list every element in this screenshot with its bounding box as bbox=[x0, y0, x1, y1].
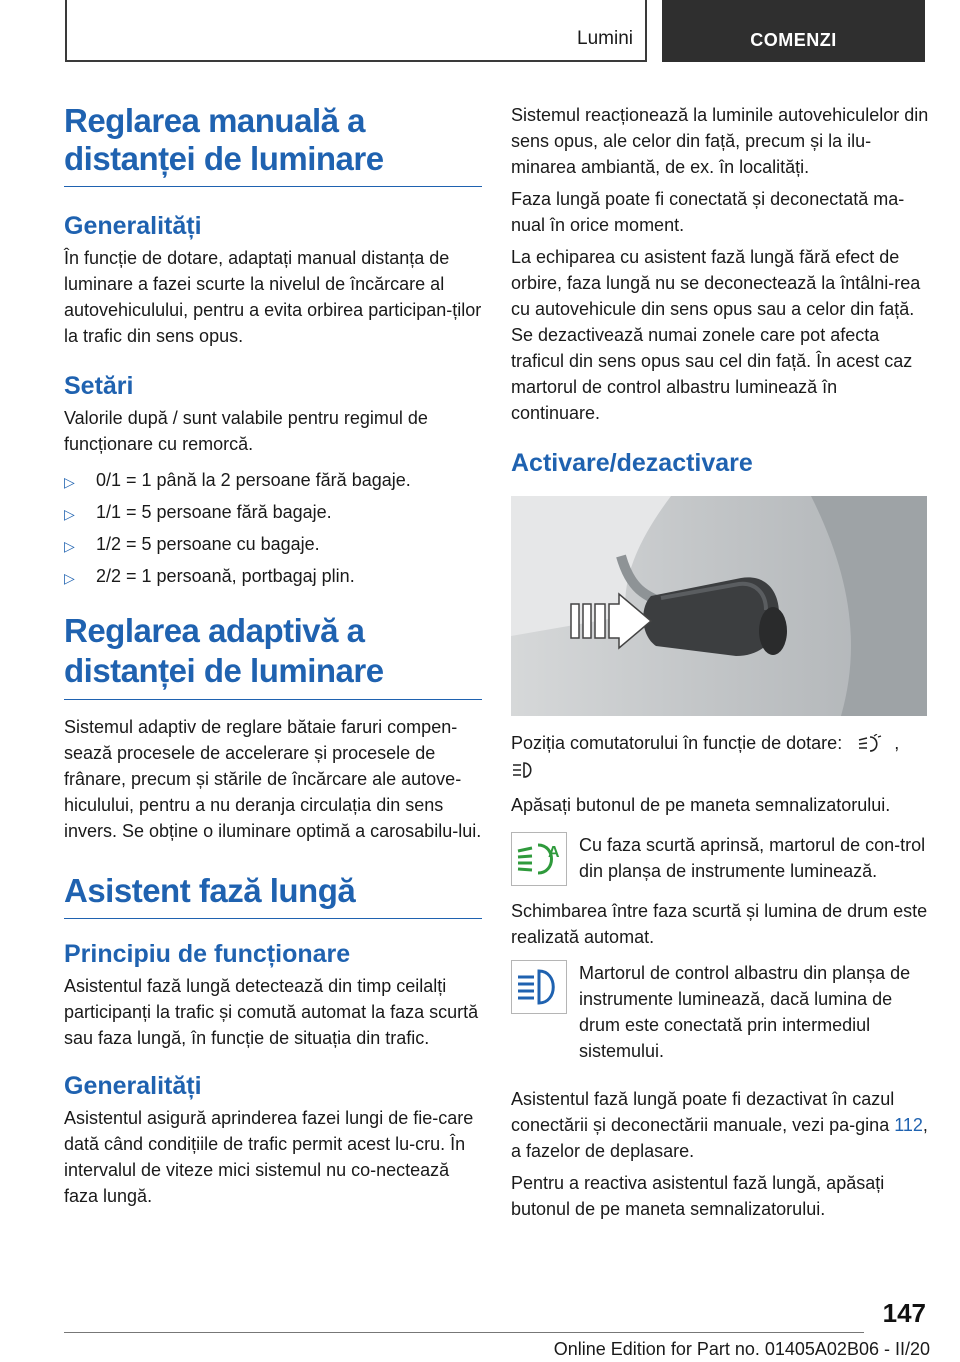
text-principle: Asistentul fază lungă detectează din timp ceilalți participanți la trafic și comută automat la faza scurtă sau faza lungă, în funcție de situația din trafic. bbox=[64, 976, 479, 1048]
text-general-2: Asistentul asigură aprinderea fazei lungi de fie‐care dată când condițiile de trafic permit acest lu‐cru. În intervalul de viteze mici sistemul nu co‐nectează faza lungă. bbox=[64, 1108, 474, 1206]
page-header bbox=[65, 0, 925, 64]
indicator-blue-row bbox=[511, 960, 929, 1064]
heading-settings: Setări bbox=[64, 372, 134, 400]
header-section-title: Lumini bbox=[577, 28, 633, 49]
heading-adaptive-range: Reglarea adaptivă a distanței de luminare bbox=[64, 612, 384, 689]
text-deactivate: Asistentul fază lungă poate fi dezactivat în cazul conectării și deconectării manuale, vezi pa‐gina 112, a fazelor de deplasare. bbox=[511, 1089, 928, 1161]
triangle-bullet-icon: ▷ bbox=[64, 570, 75, 586]
turn-signal-lever-photo bbox=[511, 496, 927, 716]
heading-rule bbox=[64, 186, 482, 187]
heading-activate: Activare/dezactivare bbox=[511, 449, 753, 477]
heading-general-1: Generalități bbox=[64, 212, 202, 240]
triangle-bullet-icon: ▷ bbox=[64, 474, 75, 490]
text-general-1: În funcție de dotare, adaptați manual distanța de luminare a fazei scurte la nivelul de încărcare al autovehiculului, pentru a evita orbirea participan‐ților la trafic din sens opus. bbox=[64, 248, 482, 346]
text-reacts: Sistemul reacționează la luminile autovehiculelor din sens opus, ale celor din față, precum și la ilu‐minarea ambiantă, de ex. în localități. bbox=[511, 105, 929, 177]
text-blue-indicator: Martorul de control albastru din planșa de instrumente luminează, dacă lumina de drum este conectată prin intermediul sistemului. bbox=[579, 963, 911, 1061]
green-assistant-indicator-icon bbox=[512, 833, 566, 885]
header-chapter-title: COMENZI bbox=[750, 30, 837, 50]
text-manual-switch: Faza lungă poate fi conectată și deconectată ma‐nual în orice moment. bbox=[511, 189, 905, 235]
high-beam-assistant-icon bbox=[855, 734, 883, 754]
heading-rule bbox=[64, 699, 482, 700]
text-press-button: Apăsați butonul de pe maneta semnalizatorului. bbox=[511, 795, 891, 815]
right-column bbox=[511, 102, 929, 1222]
left-column bbox=[64, 102, 482, 1209]
text-green-indicator: Cu faza scurtă aprinsă, martorul de con‐trol din planșa de instrumente luminează. bbox=[579, 835, 926, 881]
text-settings: Valorile după / sunt valabile pentru regimul de funcționare cu remorcă. bbox=[64, 408, 428, 454]
heading-rule bbox=[64, 918, 482, 919]
list-item: ▷ 1/2 = 5 persoane cu bagaje. bbox=[64, 531, 482, 557]
footer-rule bbox=[64, 1332, 864, 1333]
high-beam-indicator-box bbox=[511, 960, 567, 1014]
list-item: ▷ 0/1 = 1 până la 2 persoane fără bagaje. bbox=[64, 467, 482, 493]
triangle-bullet-icon: ▷ bbox=[64, 538, 75, 554]
list-item: ▷ 1/1 = 5 persoane fără bagaje. bbox=[64, 499, 482, 525]
indicator-green-row bbox=[511, 832, 929, 886]
header-section-box bbox=[65, 0, 647, 62]
triangle-bullet-icon: ▷ bbox=[64, 506, 75, 522]
heading-general-2: Generalități bbox=[64, 1072, 202, 1100]
header-chapter-box bbox=[662, 0, 925, 62]
heading-principle: Principiu de funcționare bbox=[64, 940, 351, 968]
text-reactivate: Pentru a reactiva asistentul fază lungă, apăsați butonul de pe maneta semnalizatorului. bbox=[511, 1173, 885, 1219]
heading-high-beam-assistant: Asistent fază lungă bbox=[64, 872, 356, 909]
heading-manual-range: Reglarea manuală a distanței de luminare bbox=[64, 102, 384, 177]
lever-illustration-icon bbox=[511, 496, 927, 716]
high-beam-icon bbox=[511, 760, 537, 780]
text-auto-switch: Schimbarea între faza scurtă și lumina de drum este realizată automat. bbox=[511, 901, 928, 947]
page-number: 147 bbox=[882, 1298, 926, 1328]
high-beam-assistant-indicator-box bbox=[511, 832, 567, 886]
settings-list bbox=[64, 467, 482, 589]
list-item: ▷ 2/2 = 1 persoană, portbagaj plin. bbox=[64, 563, 482, 589]
text-glare-free: La echiparea cu asistent fază lungă fără efect de orbire, faza lungă nu se deconectează la întâlni‐rea cu autovehicule din sens opus sau a celor din față. Se dezactivează numai zonele care pot afecta traficul din sens opus sau cel din față. În acest caz martorul de control albastru luminează în continuare. bbox=[511, 247, 921, 423]
text-switch-position: Poziția comutatorului în funcție de dotare: , bbox=[511, 730, 929, 782]
edition-text: Online Edition for Part no. 01405A02B06 - II/20 bbox=[553, 1339, 930, 1359]
blue-high-beam-indicator-icon bbox=[512, 961, 566, 1013]
text-adaptive: Sistemul adaptiv de reglare bătaie faruri compen‐sează procesele de accelerare și procesele de frânare, precum și stările de încărcare ale autove‐hiculului, pentru a nu deranja circulația din sens invers. Se obține o iluminare optimă a carosabilu‐lui. bbox=[64, 717, 482, 841]
page-reference-link[interactable]: 112 bbox=[894, 1115, 923, 1135]
svg-text:A: A bbox=[548, 844, 560, 861]
